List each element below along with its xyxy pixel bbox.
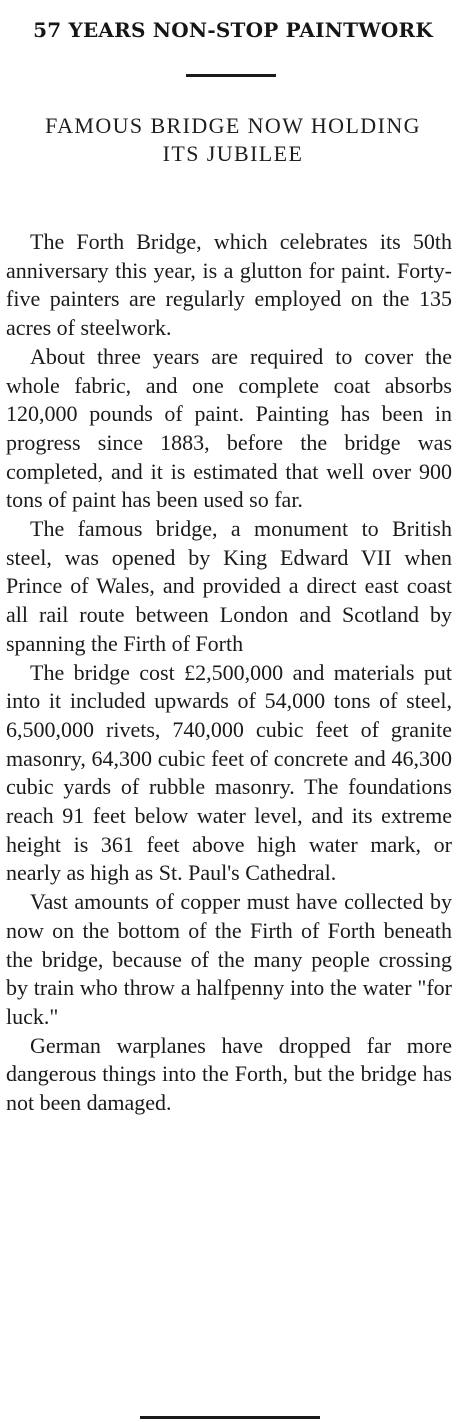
article-paragraph-1: The Forth Bridge, which celebrates its 50th anniversary this year, is a glutton for paint. Forty-five painters are regularly employed on the 135 acres of steelwork. (6, 229, 452, 341)
article-paragraph-4: The bridge cost £2,500,000 and materials put into it included upwards of 54,000 tons of steel, 6,500,000 rivets, 740,000 cubic feet of granite masonry, 64,300 cubic feet of concrete and 46,300 cubic yards of rubble masonry. The foundations reach 91 feet below water level, and its extreme height is 361 feet above high water mark, or nearly as high as St. Paul's Cathedral. (6, 659, 452, 886)
bottom-divider-rule (140, 1416, 320, 1419)
article-paragraph-5: Vast amounts of copper must have collected by now on the bottom of the Firth of Forth beneath the bridge, because of the many people crossing by train who throw a halfpenny into the water "for luck." (6, 889, 452, 1029)
article-body (6, 228, 452, 1118)
article-paragraph-3: The famous bridge, a monument to British steel, was opened by King Edward VII when Prince of Wales, and provided a direct east coast all rail route between London and Scotland by spanning the Firth of Forth (6, 516, 452, 656)
top-divider-rule (186, 74, 276, 77)
article-paragraph-6: German warplanes have dropped far more dangerous things into the Forth, but the bridge has not been damaged. (6, 1032, 452, 1116)
subheadline-line-1: FAMOUS BRIDGE NOW HOLDING (45, 113, 421, 138)
article-paragraph-2: About three years are required to cover the whole fabric, and one complete coat absorbs 120,000 pounds of paint. Painting has been in progress since 1883, before the bridge was completed, and it is estimated that well over 900 tons of paint has been used so far. (6, 343, 452, 513)
headline: 57 YEARS NON-STOP PAINTWORK (33, 18, 433, 42)
subheadline-line-2: ITS JUBILEE (162, 141, 304, 166)
